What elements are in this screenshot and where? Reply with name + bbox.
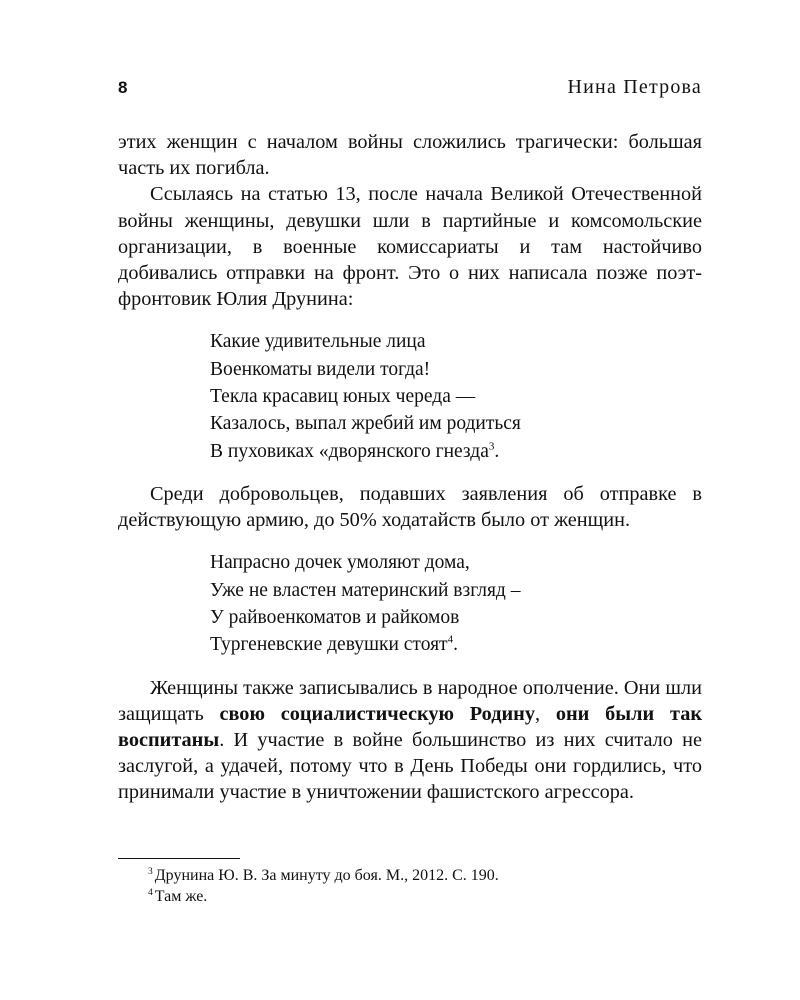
poem-line-with-note [210,631,702,658]
paragraph-1: этих женщин с началом войны сложились трагически: большая часть их погибла. [118,131,702,180]
poem-line: Казалось, выпал жребий им родиться [210,413,521,435]
bold-phrase-upbringing: они были так воспитаны [118,702,703,751]
footnote-divider [118,858,240,859]
footnote-text: Там же. [154,888,208,905]
poem-line: Военкоматы видели тогда! [210,358,431,380]
page-number: 8 [118,78,128,97]
poem-line-end: . [453,634,458,656]
paragraph-4 [118,675,702,806]
poem-line-with-note [210,438,702,465]
body-text [118,129,702,806]
paragraph-2: Ссылаясь на статью 13, после начала Великой Отечественной войны женщины, девушки шли в партийные и комсомольские организации, в военные комиссариаты и там настойчиво добивались отправки на фронт. Это о них написала позже поэт-фронтовик Юлия Друнина: [118,183,702,311]
paragraph-4-text: , [535,702,556,725]
footnote-reference-4: 4 [447,633,454,646]
footnote-mark: 4 [148,887,153,898]
poem-line-text: В пуховиках «дворянского гнезда [210,440,489,462]
poem-line: Текла красавиц юных череда — [210,386,476,408]
book-page [118,0,702,1000]
poem-line: У райвоенкоматов и райкомов [210,606,460,628]
paragraph-4-text: . И участие в войне большинство из них считало не заслугой, а удачей, потому что в День Победы они гордились, что принимали участие в уничтожении фашистского агрессора. [118,728,702,804]
poem-line: Уже не властен материнский взгляд – [210,579,521,601]
paragraph-4-text: Женщины также записывались в народное ополчение. Они шли защищать [118,676,702,725]
footnotes [148,865,702,907]
poem-line-text: Тургеневские девушки стоят [210,634,448,656]
poem-line: Какие удивительные лица [210,331,426,353]
footnote-mark: 3 [148,866,153,877]
bold-phrase-motherland: свою социалистическую Родину [219,702,535,725]
footnote-text: Друнина Ю. В. За минуту до боя. М., 2012. С. 190. [154,867,499,884]
poem-stanza-2 [210,549,702,658]
footnote-3 [148,865,702,886]
footnote-4 [148,886,702,907]
running-head [118,76,702,104]
poem-line: Напрасно дочек умоляют дома, [210,552,470,574]
running-title: Нина Петрова [567,76,702,98]
paragraph-3: Среди добровольцев, подавших заявления об отправке в действующую армию, до 50% ходатайств было от женщин. [118,482,702,532]
footnote-reference-3: 3 [488,440,495,453]
poem-line-end: . [494,440,500,462]
poem-stanza-1 [210,328,702,464]
